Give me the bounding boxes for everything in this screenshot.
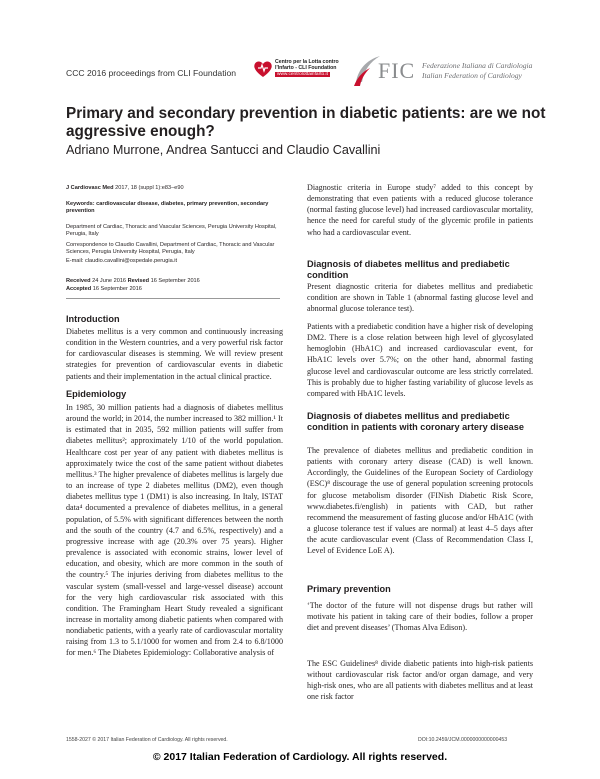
- primary-prevention-quote: ‘The doctor of the future will not dispense drugs but rather will motivate his patient in taking care of their bodies, follow a proper diet and prevent diseases’ (Thomas Alva Edison).: [307, 601, 533, 633]
- diagnosis-cad-text: The prevalence of diabetes mellitus and prediabetic condition in patients with coronary artery disease (CAD) is well known. Accordingly, the Guidelines of the European Society of Cardiology (ESC)⁸ discourage the use of general population screening protocols for glucose metabolism disorder (FINish Diabetic Risk Score, www.diabetes.fi/english) in patients with CAD, but rather recommend the measurement of fasting glucose and/or HbA1C (with a glucose tolerance test if values are normal) at least 4–5 days after the acute cardiovascular event (Class of Recommendation Class I, Level of Evidence LoE A).: [307, 446, 533, 556]
- section-heading-introduction: Introduction: [66, 314, 120, 324]
- received-dates: [66, 278, 280, 285]
- accepted-date: 16 September 2016: [92, 286, 142, 292]
- cli-logo-url: www.centrolottainfarto.it: [277, 72, 328, 77]
- section-heading-primary-prevention: Primary prevention: [307, 584, 391, 594]
- article-authors: Adriano Murrone, Andrea Santucci and Claudio Cavallini: [66, 143, 381, 157]
- proceedings-header: CCC 2016 proceedings from CLI Foundation: [66, 68, 237, 78]
- section-heading-diagnosis: Diagnosis of diabetes mellitus and prediabetic condition: [307, 259, 510, 280]
- cli-logo-line1: Centro per la Lotta contro: [275, 59, 339, 65]
- keywords: [66, 201, 280, 216]
- accepted-label: Accepted: [66, 286, 92, 292]
- fic-abbr: FIC: [378, 58, 416, 83]
- copyright-banner: © 2017 Italian Federation of Cardiology. All rights reserved.: [152, 751, 448, 763]
- primary-prevention-text: The ESC Guidelines⁸ divide diabetic patients into high-risk patients without cardiovascular risk factor and/or organ damage, and very high-risk ones, who are all patients with diabetes mellitus and at least one risk factor: [307, 659, 533, 702]
- heart-icon: [252, 58, 274, 80]
- received-label: Received: [66, 278, 91, 284]
- journal-citation: [66, 185, 280, 192]
- affiliation: Department of Cardiac, Thoracic and Vascular Sciences, Perugia University Hospital, Perugia, Italy: [66, 224, 277, 238]
- fic-logo: [352, 52, 542, 88]
- fic-name-en: Italian Federation of Cardiology: [422, 71, 522, 80]
- fic-name-it: Federazione Italiana di Cardiologia: [422, 61, 533, 70]
- introduction-text: Diabetes mellitus is a very common and continuously increasing condition in the Western countries, and a very powerful risk factor for cardiovascular diseases is stemming. We will review present strategies for prevention of cardiovascular events in diabetic patients and their implementation in the actual clinical practice.: [66, 327, 283, 381]
- footer-issn: 1558-2027 © 2017 Italian Federation of Cardiology. All rights reserved.: [66, 737, 228, 743]
- column2-intro-text: Diagnostic criteria in Europe study⁷ added to this concept by demonstrating that even patients with a reduced glucose tolerance (normal fasting glucose level) had increased cardiovascular mortality, hence the need for careful study of the glycemic profile in patients who had a cardiovascular event.: [307, 183, 533, 237]
- citation: 2017, 18 (suppl 1):e83–e90: [115, 185, 184, 191]
- cli-foundation-logo: [252, 56, 344, 84]
- revised-date: 16 September 2016: [150, 278, 200, 284]
- received-date: 24 June 2016: [92, 278, 127, 284]
- correspondence: Correspondence to Claudio Cavallini, Department of Cardiac, Thoracic and Vascular Sciences, Perugia University Hospital, Perugia, Italy: [66, 242, 275, 256]
- keywords-text: cardiovascular disease, diabetes, primary prevention, secondary prevention: [66, 201, 269, 215]
- epidemiology-text: In 1985, 30 million patients had a diagnosis of diabetes mellitus around the world; in 2014, the number increased to 382 million.¹ It is estimated that in 2035, 592 million patients will suffer from diabetes mellitus²; approximately 1/10 of the world population. Healthcare cost per year of any patient with diabetes mellitus is approximately twice the cost of the same patient without diabetes mellitus.³ The higher prevalence of diabetes mellitus is largely due to an increase of type 2 diabetes mellitus (DM2), even though diabetes mellitus type 1 (DM1) is also increasing. In Italy, ISTAT data⁴ documented a prevalence of diabetes mellitus, in a general population, of 5.5% with significant differences between the north and the south of the country (4.7 and 6.5%, respectively) and a progressive increase with age (20.3% over 75 years). Higher prevalence is associated with economic strains, lower level of education, and obesity, which are more common in the south of the country.⁵ The injuries deriving from diabetes mellitus to the vascular system (small-vessel and large-vessel disease) account for the very high cardiovascular risk associated with this condition. The Framingham Heart Study revealed a significant increase in mortality among diabetic patients when compared with nondiabetic patients, with a yearly rate of cardiovascular mortality raising from 1.3 to 5.1/1000 for women and from 2.4 to 6.8/1000 for men.⁶ The Diabetes Epidemiology: Collaborative analysis of: [66, 403, 283, 658]
- diagnosis-text-2: Patients with a prediabetic condition have a higher risk of developing DM2. There is a close relation between high level of glycosylated hemoglobin (HbA1C) and increased cardiovascular event, for HbA1C levels over 5.7%; on the other hand, abnormal fasting glucose level and cardiovascular outcome are less strictly correlated. This is probably due to higher fasting variability of glucose levels as compared with HbA1C levels.: [307, 322, 533, 398]
- keywords-label: Keywords:: [66, 201, 95, 207]
- correspondence-email: E-mail: claudio.cavallini@ospedale.perugia.it: [66, 258, 178, 264]
- cli-logo-line2: l'Infarto - CLI Foundation: [275, 65, 337, 71]
- meta-divider: [66, 298, 280, 299]
- revised-label: Revised: [127, 278, 150, 284]
- footer-doi: DOI:10.2459/JCM.0000000000000453: [418, 737, 508, 743]
- article-title: Primary and secondary prevention in diabetic patients: are we not aggressive enough?: [66, 105, 546, 140]
- diagnosis-text-1: Present diagnostic criteria for diabetes mellitus and prediabetic condition are shown in Table 1 (abnormal fasting glucose level and abnormal glucose tolerance test).: [307, 282, 533, 314]
- section-heading-diagnosis-cad: Diagnosis of diabetes mellitus and prediabetic condition in patients with coronary artery disease: [307, 411, 524, 432]
- journal-name: J Cardiovasc Med: [66, 185, 114, 191]
- section-heading-epidemiology: Epidemiology: [66, 389, 127, 399]
- accepted-date-line: [66, 286, 280, 293]
